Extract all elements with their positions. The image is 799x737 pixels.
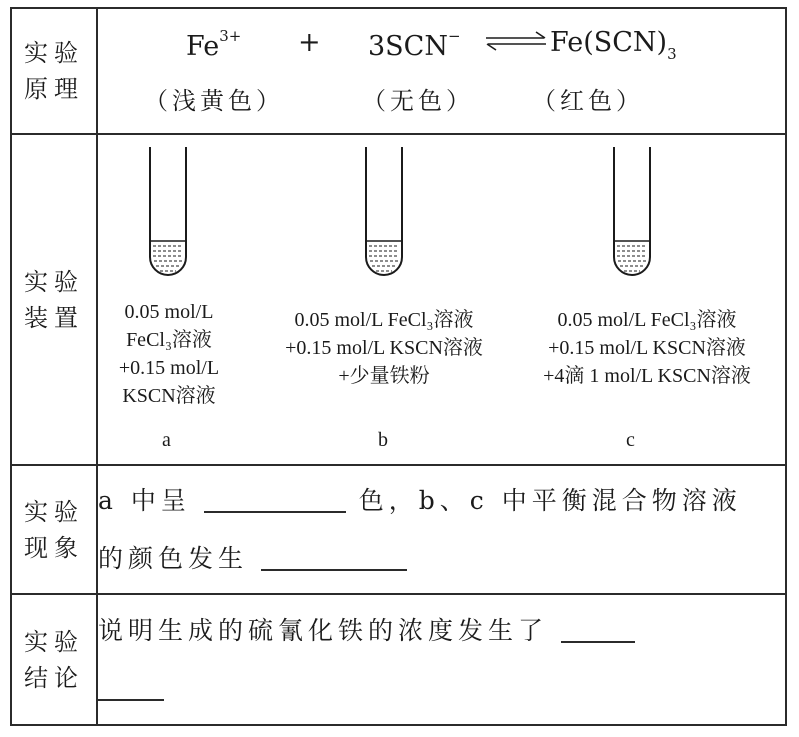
color-scn: （无色） — [362, 87, 474, 115]
tube-label-a: a — [162, 429, 171, 451]
phenomenon-text: 色，b、c 中平衡混合物溶液 — [358, 485, 742, 515]
conclusion-line-1 — [98, 602, 785, 660]
caption-line: +0.15 mol/L — [118, 357, 220, 379]
tube-label-c: c — [626, 429, 635, 451]
conclusion-line-2 — [98, 660, 785, 718]
phenomenon-line-1 — [98, 472, 785, 530]
caption-line: FeCl₃溶液 — [126, 329, 212, 351]
answer-blank-concentration-cont[interactable] — [98, 673, 164, 701]
product-fescn3: $Fe(SCN)_3$ — [550, 27, 677, 63]
header-line: 实验 — [24, 39, 84, 67]
apparatus-cell — [97, 134, 786, 465]
caption-line: 0.05 mol/L FeCl₃溶液 — [557, 309, 737, 331]
caption-line: +0.15 mol/L KSCN溶液 — [548, 337, 746, 359]
conclusion-cell — [97, 594, 786, 725]
phenomenon-header — [11, 465, 97, 594]
phenomenon-text: a 中呈 — [98, 485, 191, 515]
test-tube-a-icon — [142, 145, 194, 285]
apparatus-row — [11, 134, 786, 465]
header-line: 结论 — [24, 663, 84, 692]
principle-row — [11, 8, 786, 134]
principle-cell — [97, 8, 786, 134]
phenomenon-cell — [97, 465, 786, 594]
header-line: 现象 — [24, 533, 84, 562]
plus-sign: + — [298, 27, 321, 58]
conclusion-text: 说明生成的硫氰化铁的浓度发生了 — [98, 615, 549, 645]
header-line: 实验 — [24, 627, 84, 656]
test-tube-c-icon — [606, 145, 658, 285]
answer-blank-change[interactable] — [261, 543, 407, 571]
header-line: 实验 — [24, 267, 84, 296]
header-line: 装置 — [24, 303, 84, 332]
phenomenon-row — [11, 465, 786, 594]
equilibrium-arrow-icon — [484, 29, 548, 62]
caption-line: +4滴 1 mol/L KSCN溶液 — [543, 365, 751, 387]
solution-b-caption — [246, 306, 522, 390]
phenomenon-text: 的颜色发生 — [98, 543, 249, 573]
reactant-scn: 3SCN− — [368, 27, 461, 62]
solution-a-caption — [102, 298, 236, 410]
caption-line: 0.05 mol/L — [124, 301, 214, 323]
caption-line: +0.15 mol/L KSCN溶液 — [285, 337, 483, 359]
header-line: 原理 — [24, 75, 84, 103]
caption-line: 0.05 mol/L FeCl₃溶液 — [294, 309, 474, 331]
color-fe3: （浅黄色） — [144, 87, 284, 115]
answer-blank-concentration[interactable] — [561, 615, 635, 643]
principle-header — [11, 8, 97, 134]
tube-label-b: b — [378, 429, 388, 451]
conclusion-header — [11, 594, 97, 725]
header-line: 实验 — [24, 497, 84, 526]
caption-line: KSCN溶液 — [122, 385, 216, 407]
conclusion-row — [11, 594, 786, 725]
reactant-fe: $Fe^{3+}$ — [186, 27, 242, 62]
color-fescn3: （红色） — [532, 87, 644, 115]
caption-line: +少量铁粉 — [338, 365, 430, 387]
answer-blank-color[interactable] — [204, 485, 346, 513]
test-tube-b-icon — [358, 145, 410, 285]
experiment-table — [10, 7, 787, 726]
phenomenon-line-2 — [98, 530, 785, 588]
apparatus-header — [11, 134, 97, 465]
solution-c-caption — [510, 306, 784, 390]
